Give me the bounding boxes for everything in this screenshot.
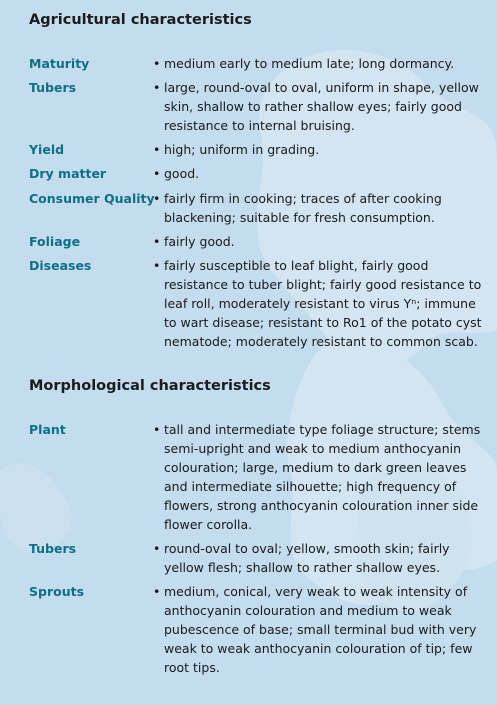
- row-text: medium early to medium late; long dormancy.: [164, 56, 455, 71]
- row-label: Yield: [29, 142, 65, 157]
- row-text: tall and intermediate type foliage structure; stems semi-upright and weak to medium anthocyanin colouration; large, medium to dark green leaves and intermediate silhouette; high frequency of flowers, strong anthocyanin colouration inner side flower corolla.: [164, 422, 481, 532]
- row-text: round-oval to oval; yellow, smooth skin; fairly yellow flesh; shallow to rather shallow eyes.: [164, 541, 450, 575]
- row-label: Consumer Quality: [29, 191, 155, 206]
- row-text: large, round-oval to oval, uniform in shape, yellow skin, shallow to rather shallow eyes; fairly good resistance to internal bruising.: [164, 80, 479, 133]
- bullet: •: [153, 56, 161, 71]
- bullet: •: [153, 422, 161, 437]
- row-label: Tubers: [29, 541, 77, 556]
- row-text: high; uniform in grading.: [164, 142, 320, 157]
- row-label: Maturity: [29, 56, 90, 71]
- bullet: •: [153, 541, 161, 556]
- row-label: Plant: [29, 422, 66, 437]
- bullet: •: [153, 584, 161, 599]
- row-label: Sprouts: [29, 584, 85, 599]
- row-label: Diseases: [29, 258, 92, 273]
- bullet: •: [153, 142, 161, 157]
- row-label: Dry matter: [29, 166, 107, 181]
- section-title-agricultural: Agricultural characteristics: [29, 12, 252, 28]
- row-text: fairly firm in cooking; traces of after cooking blackening; suitable for fresh consumption.: [164, 191, 442, 225]
- row-label: Foliage: [29, 234, 81, 249]
- row-label: Tubers: [29, 80, 77, 95]
- row-text: medium, conical, very weak to weak intensity of anthocyanin colouration and medium to weak pubescence of base; small terminal bud with very weak to weak anthocyanin colouration of tip; few root tips.: [164, 584, 477, 675]
- bullet: •: [153, 258, 161, 273]
- bullet: •: [153, 166, 161, 181]
- row-text: fairly susceptible to leaf blight, fairly good resistance to tuber blight; fairly good resistance to leaf roll, moderately resistant to virus Yⁿ; immune to wart disease; resistant to Ro1 of the potato cyst nematode; moderately resistant to common scab.: [164, 258, 482, 349]
- row-text: good.: [164, 166, 200, 181]
- section-title-morphological: Morphological characteristics: [29, 378, 271, 394]
- row-text: fairly good.: [164, 234, 235, 249]
- bullet: •: [153, 234, 161, 249]
- bullet: •: [153, 80, 161, 95]
- bullet: •: [153, 191, 161, 206]
